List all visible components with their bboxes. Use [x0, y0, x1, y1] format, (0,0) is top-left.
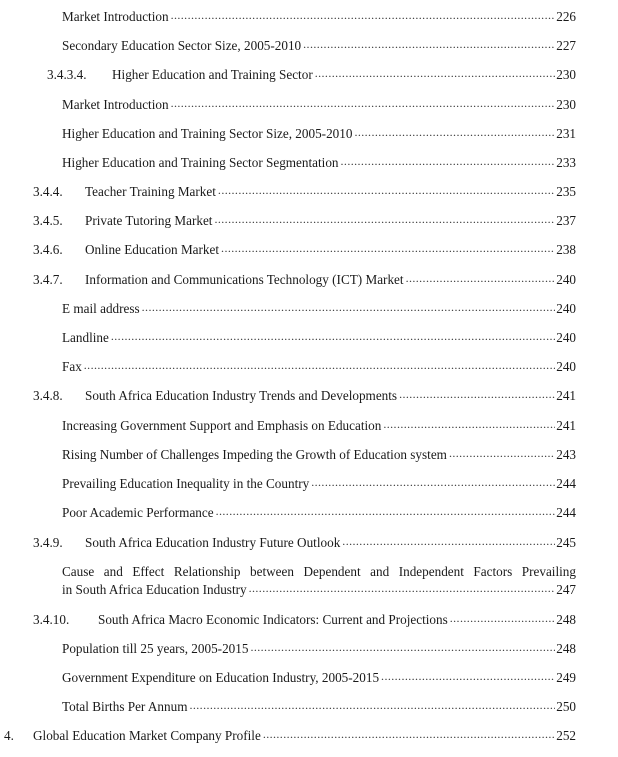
toc-entry[interactable] [62, 300, 576, 318]
toc-entry-title: Secondary Education Sector Size, 2005-2010 [62, 38, 302, 53]
toc-page-number: 238 [556, 242, 576, 257]
toc-section-number: 3.4.4. [33, 184, 63, 199]
toc-entry[interactable] [62, 563, 576, 599]
toc-entry[interactable] [62, 96, 576, 114]
toc-leader [449, 447, 555, 459]
toc-entry-title: Information and Communications Technology (ICT) Market [85, 272, 404, 287]
toc-entry-title: Higher Education and Training Sector [112, 67, 313, 82]
toc-entry-title: Teacher Training Market [85, 184, 216, 199]
toc-leader [303, 38, 555, 50]
toc-entry-title-continued: in South Africa Education Industry [62, 582, 247, 597]
toc-page-number: 230 [556, 97, 576, 112]
toc-section-number: 3.4.7. [33, 272, 63, 287]
toc-entry-title: Private Tutoring Market [85, 213, 213, 228]
toc-entry-title: South Africa Education Industry Future Outlook [85, 535, 341, 550]
toc-page-number: 226 [556, 9, 576, 24]
toc-section-number: 3.4.8. [33, 388, 63, 403]
toc-entry-title: Fax [62, 359, 82, 374]
toc-entry[interactable] [33, 241, 576, 259]
toc-leader [214, 213, 555, 225]
toc-leader [311, 476, 555, 488]
toc-section-number: 3.4.9. [33, 535, 63, 550]
toc-entry[interactable] [33, 387, 576, 405]
toc-leader [171, 97, 556, 109]
toc-page-number: 241 [556, 388, 576, 403]
toc-entry-title: Rising Number of Challenges Impeding the Growth of Education system [62, 447, 447, 462]
toc-leader [142, 301, 556, 313]
toc-leader [111, 330, 555, 342]
toc-page-number: 241 [556, 418, 576, 433]
toc-entry[interactable] [33, 611, 576, 629]
toc-page-number: 240 [556, 272, 576, 287]
toc-entry-title: Landline [62, 330, 109, 345]
toc-entry-title: Government Expenditure on Education Industry, 2005-2015 [62, 670, 380, 685]
toc-leader [399, 388, 555, 400]
toc-entry-title: E mail address [62, 301, 140, 316]
toc-section-number: 3.4.3.4. [47, 67, 87, 82]
toc-entry-title: Market Introduction [62, 97, 169, 112]
toc-leader [263, 728, 555, 740]
toc-entry[interactable] [62, 504, 576, 522]
toc-page-number: 248 [556, 612, 576, 627]
toc-section-number: 4. [4, 728, 14, 743]
toc-leader [221, 242, 555, 254]
toc-entry-title: Cause and Effect Relationship between Dependent and Independent Factors Prevailing [62, 564, 576, 579]
toc-page-number: 247 [556, 582, 576, 597]
toc-leader [171, 9, 556, 21]
toc-entry[interactable] [62, 329, 576, 347]
toc-entry[interactable] [33, 534, 576, 552]
toc-leader [383, 418, 555, 430]
toc-entry-title: South Africa Macro Economic Indicators: Current and Projections [98, 612, 448, 627]
toc-entry-title: Poor Academic Performance [62, 505, 214, 520]
toc-entry[interactable] [62, 125, 576, 143]
toc-entry[interactable] [62, 358, 576, 376]
toc-entry-title: Total Births Per Annum [62, 699, 188, 714]
toc-leader [450, 612, 555, 624]
toc-entry-title: Prevailing Education Inequality in the Country [62, 476, 310, 491]
toc-leader [406, 272, 556, 284]
toc-leader [218, 184, 555, 196]
toc-entry[interactable] [47, 66, 576, 84]
toc-entry[interactable] [33, 271, 576, 289]
toc-page-number: 240 [556, 301, 576, 316]
toc-page-number: 240 [556, 330, 576, 345]
toc-entry[interactable] [4, 727, 576, 745]
toc-page-number: 237 [556, 213, 576, 228]
toc-leader [250, 641, 555, 653]
toc-section-number: 3.4.5. [33, 213, 63, 228]
toc-page-number: 243 [556, 447, 576, 462]
toc-page-number: 252 [556, 728, 576, 743]
toc-leader [216, 505, 556, 517]
toc-entry[interactable] [33, 212, 576, 230]
toc-leader [189, 699, 555, 711]
toc-page-number: 227 [556, 38, 576, 53]
toc-page-number: 233 [556, 155, 576, 170]
toc-page-number: 249 [556, 670, 576, 685]
toc-page-number: 240 [556, 359, 576, 374]
toc-entry[interactable] [62, 8, 576, 26]
toc-entry[interactable] [62, 669, 576, 687]
toc-page-number: 244 [556, 476, 576, 491]
toc-entry-title: Population till 25 years, 2005-2015 [62, 641, 249, 656]
toc-leader [249, 582, 556, 594]
toc-page-number: 230 [556, 67, 576, 82]
toc-entry-title: South Africa Education Industry Trends and Developments [85, 388, 398, 403]
toc-entry-title: Market Introduction [62, 9, 169, 24]
toc-entry[interactable] [62, 417, 576, 435]
toc-entry[interactable] [62, 640, 576, 658]
toc-entry-title: Global Education Market Company Profile [33, 728, 261, 743]
toc-page-number: 250 [556, 699, 576, 714]
toc-leader [354, 126, 555, 138]
toc-page-number: 244 [556, 505, 576, 520]
toc-page-number: 235 [556, 184, 576, 199]
toc-entry-title: Increasing Government Support and Emphasis on Education [62, 418, 382, 433]
toc-page-number: 245 [556, 535, 576, 550]
toc-entry[interactable] [62, 446, 576, 464]
toc-page-number: 231 [556, 126, 576, 141]
toc-entry[interactable] [62, 698, 576, 716]
toc-entry[interactable] [62, 154, 576, 172]
toc-entry[interactable] [62, 37, 576, 55]
toc-page-number: 248 [556, 641, 576, 656]
toc-entry-title: Online Education Market [85, 242, 220, 257]
toc-entry-title: Higher Education and Training Sector Size, 2005-2010 [62, 126, 353, 141]
toc-entry-title: Higher Education and Training Sector Segmentation [62, 155, 339, 170]
toc-leader [315, 67, 556, 79]
toc-leader [84, 359, 555, 371]
toc-leader [341, 155, 556, 167]
toc-entry[interactable] [62, 475, 576, 493]
toc-leader [342, 535, 555, 547]
toc-section-number: 3.4.6. [33, 242, 63, 257]
toc-entry[interactable] [33, 183, 576, 201]
toc-leader [381, 670, 555, 682]
toc-section-number: 3.4.10. [33, 612, 70, 627]
